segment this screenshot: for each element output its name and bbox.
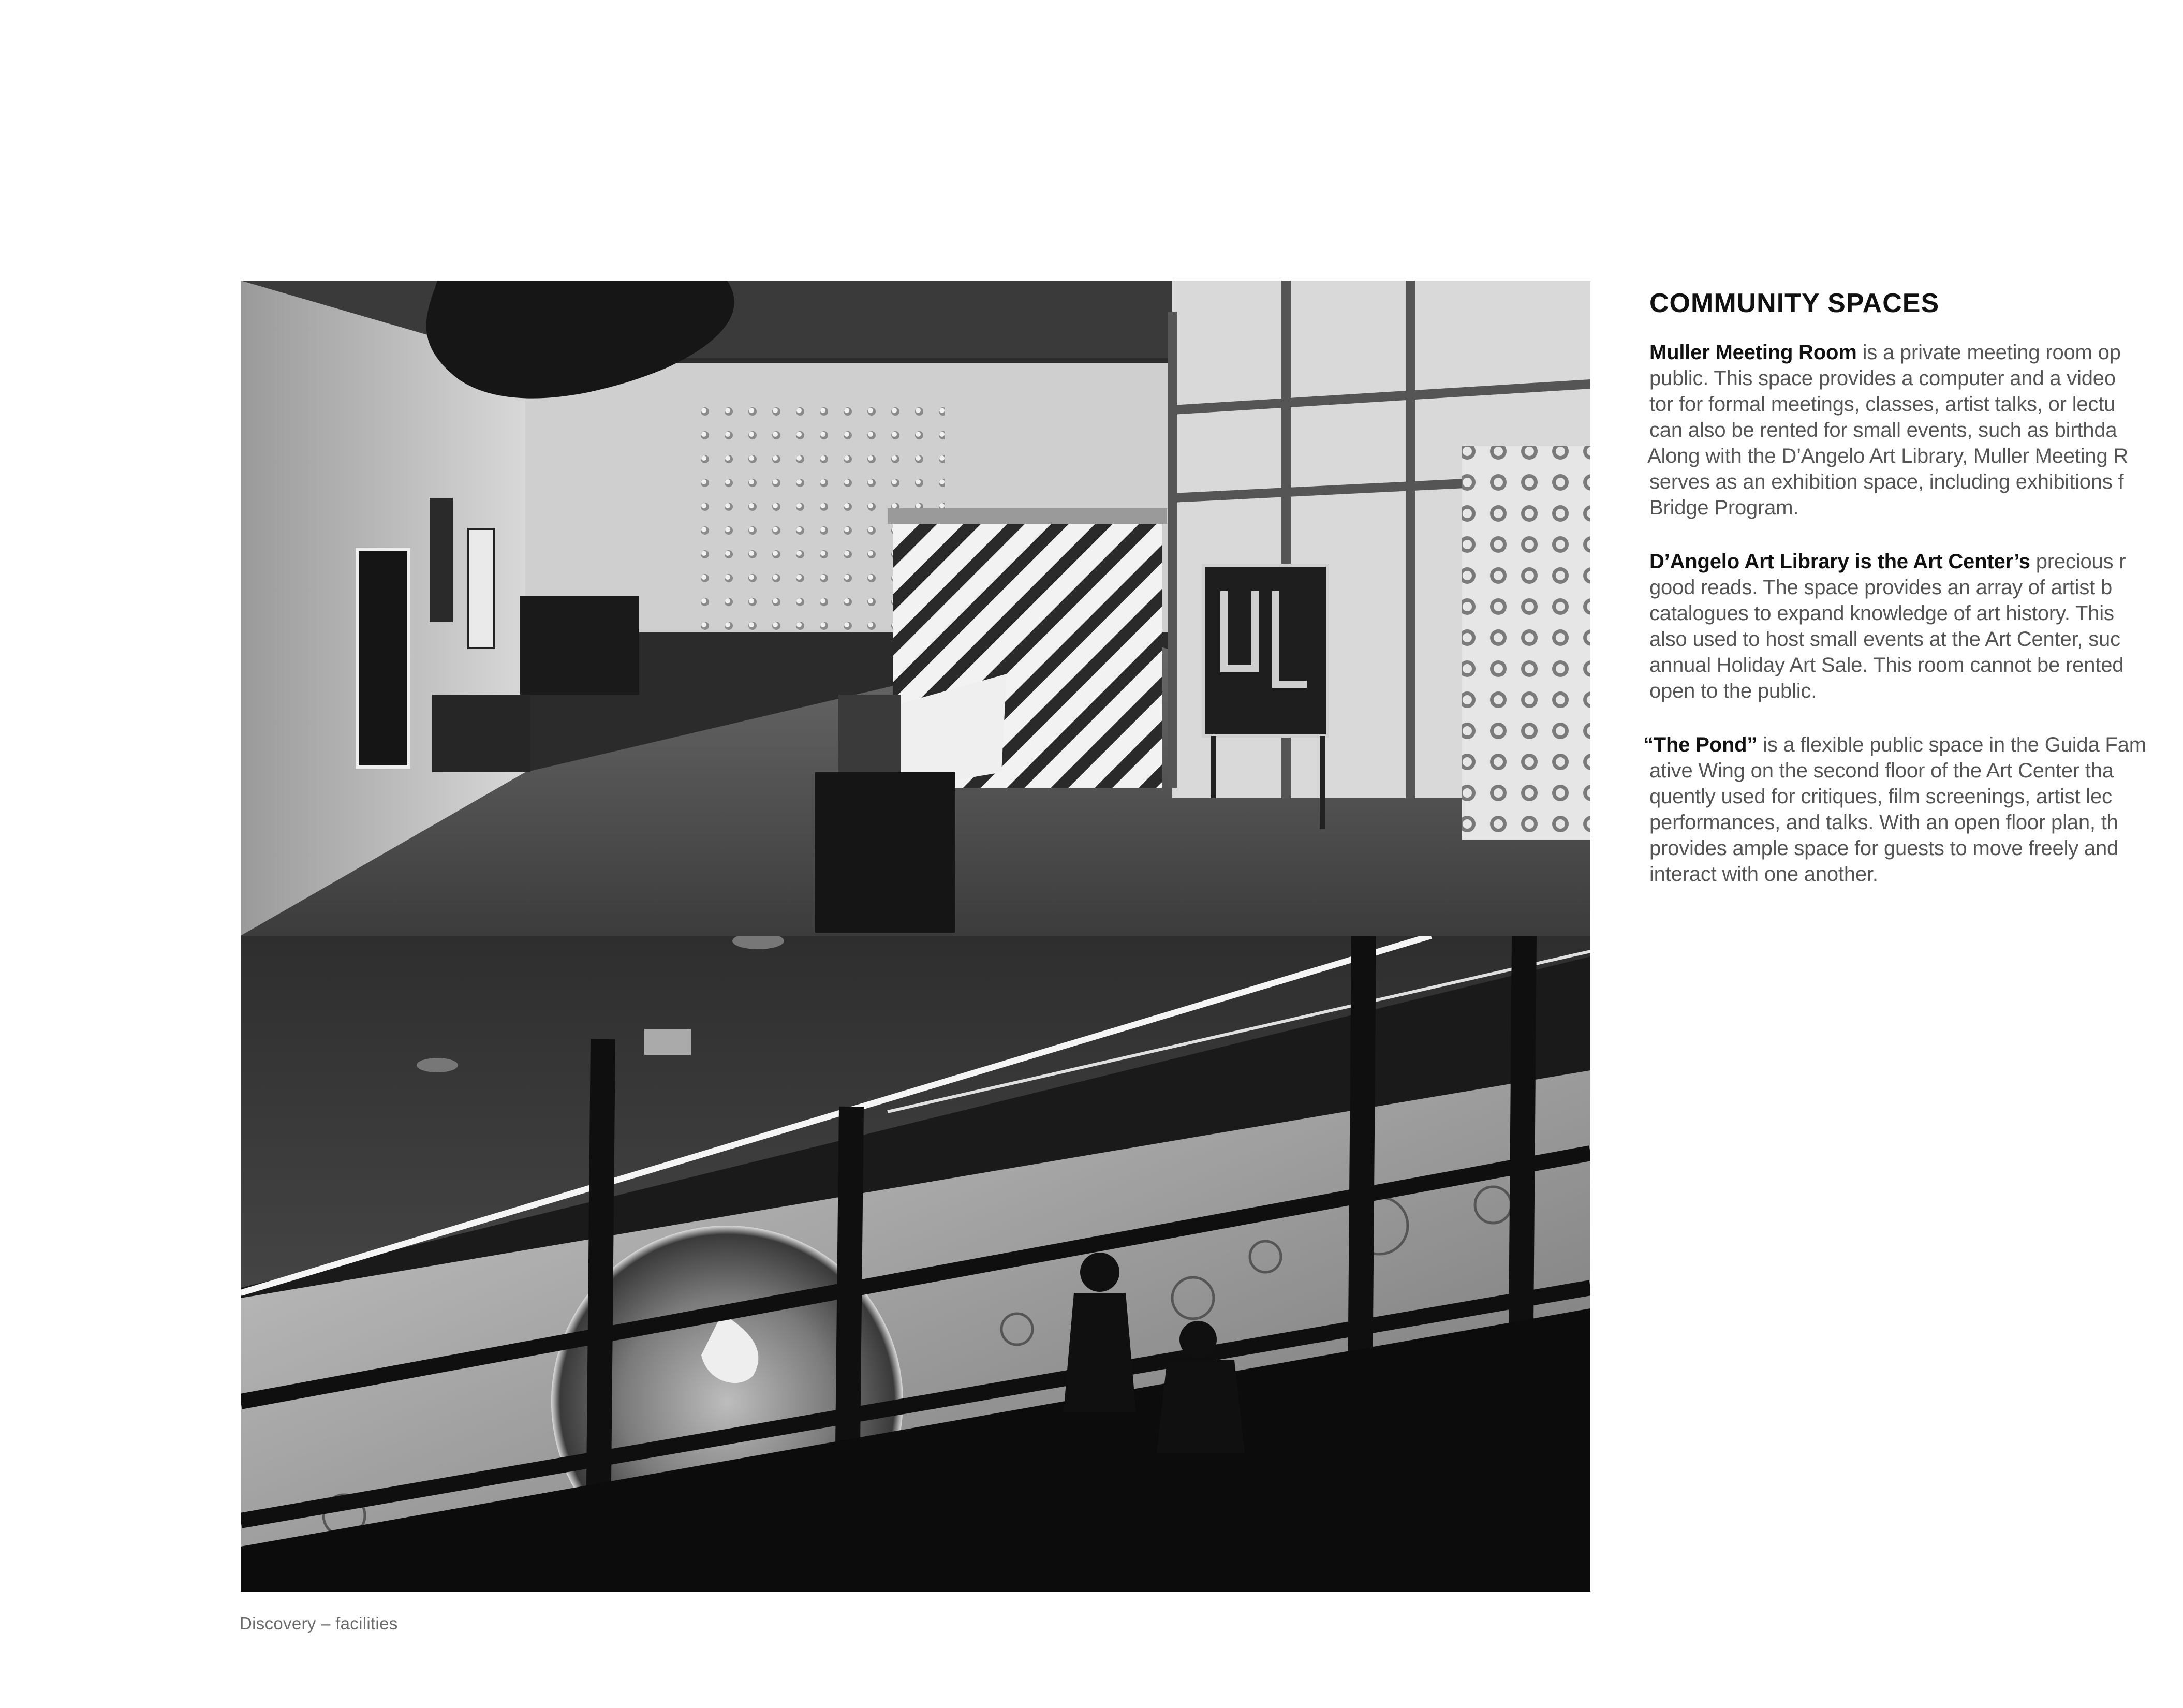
gallery-interior-image — [241, 281, 1590, 936]
the-pond-paragraph: “The Pond” is a flexible public space in the Guida Fam ative Wing on the second floor of the Art Center tha quently used for critiques, film screenings, artist lec performances, and talks. With an open floor plan, th provides ample space for guests to move freely and interact with one another. — [1643, 733, 2146, 886]
art-library-paragraph: D’Angelo Art Library is the Art Center’s precious r good reads. The space provides an array of artist b catalogues to expand knowledge of art history. This also used to host small events at the Art Center, suc annual Holiday Art Sale. This room cannot be rented open to the public. — [1649, 550, 2126, 702]
muller-meeting-room-lead: Muller Meeting Room — [1649, 341, 1857, 364]
the-pond-lead: “The Pond” — [1643, 733, 1758, 756]
moon-mural-gallery-photo — [241, 936, 1590, 1592]
moon-mural-gallery-image — [241, 936, 1590, 1592]
art-library-lead: D’Angelo Art Library is the Art Center’s — [1649, 550, 2030, 573]
muller-meeting-room-paragraph: Muller Meeting Room is a private meeting room op public. This space provides a computer and a video tor for formal meetings, classes, artist talks, or lectu can also be rented for small events, such as birthda Along with the D’Angelo Art Library, Muller Meeting R serves as an exhibition space, including exhibitions f Bridge Program. — [1647, 341, 2129, 519]
section-title: COMMUNITY SPACES — [1649, 288, 1940, 318]
gallery-interior-photo — [241, 281, 1590, 936]
photo-caption: Discovery – facilities — [240, 1614, 398, 1633]
community-spaces-section — [1643, 288, 2183, 915]
